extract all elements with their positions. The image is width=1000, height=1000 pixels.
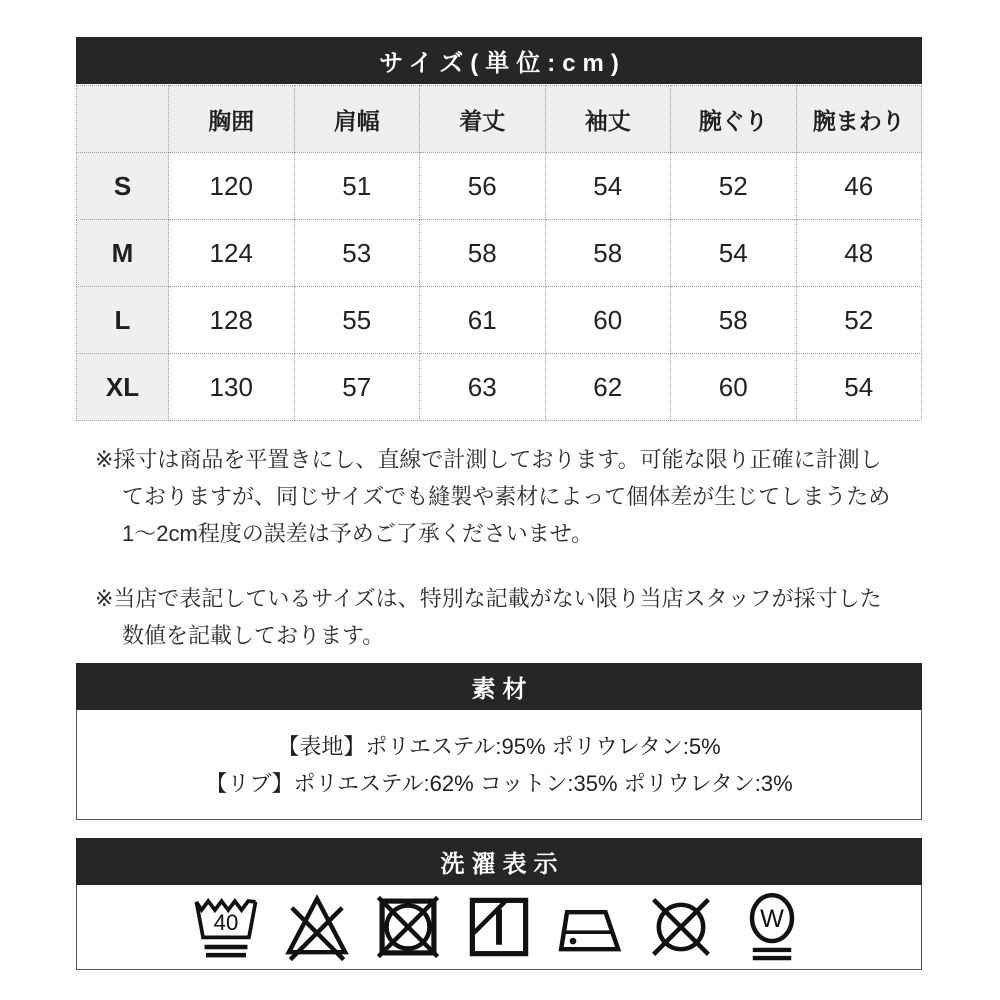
size-value-cell: 53	[294, 220, 420, 287]
size-table	[76, 85, 922, 421]
no-dry-clean-icon	[643, 890, 719, 964]
svg-text:W: W	[760, 905, 784, 933]
size-table-title: サイズ(単位:cm)	[379, 50, 626, 77]
care-title: 洗濯表示	[440, 851, 565, 878]
note-line: ※当店で表記しているサイズは、特別な記載がない限り当店スタッフが採寸した	[95, 586, 882, 611]
material-line-rib: 【リブ】ポリエステル:62% コットン:35% ポリウレタン:3%	[205, 770, 793, 796]
column-header-chest: 胸囲	[169, 86, 295, 153]
size-value-cell: 130	[169, 354, 295, 421]
size-value-cell: 46	[796, 153, 922, 220]
material-content	[76, 710, 922, 820]
size-value-cell: 60	[545, 287, 671, 354]
column-header-sleeve: 袖丈	[545, 86, 671, 153]
care-symbols-row	[76, 885, 922, 970]
material-section	[76, 663, 922, 820]
column-header-arm-width: 腕まわり	[796, 86, 922, 153]
measurement-note	[76, 441, 922, 552]
material-line-outer-fabric: 【表地】ポリエステル:95% ポリウレタン:5%	[277, 733, 721, 759]
size-row-s	[77, 153, 922, 220]
column-header-armhole: 腕ぐり	[671, 86, 797, 153]
size-row-label: S	[77, 153, 169, 220]
svg-text:40: 40	[213, 909, 239, 935]
size-row-xl	[77, 354, 922, 421]
note-line: 数値を記載しております。	[122, 623, 385, 648]
material-title-bar	[76, 663, 922, 710]
size-value-cell: 57	[294, 354, 420, 421]
size-table-title-bar	[76, 37, 922, 84]
size-value-cell: 55	[294, 287, 420, 354]
size-value-cell: 128	[169, 287, 295, 354]
content-column	[76, 37, 922, 970]
size-value-cell: 48	[796, 220, 922, 287]
column-header-row	[77, 86, 922, 153]
note-line: ※採寸は商品を平置きにし、直線で計測しております。可能な限り正確に計測し	[95, 447, 882, 472]
note-line: ておりますが、同じサイズでも縫製や素材によって個体差が生じてしまうため	[122, 484, 891, 509]
size-value-cell: 51	[294, 153, 420, 220]
size-value-cell: 62	[545, 354, 671, 421]
size-row-label: L	[77, 287, 169, 354]
size-row-label: M	[77, 220, 169, 287]
size-value-cell: 60	[671, 354, 797, 421]
size-row-m	[77, 220, 922, 287]
size-value-cell: 56	[420, 153, 546, 220]
size-value-cell: 54	[671, 220, 797, 287]
wet-clean-very-gentle-icon	[734, 890, 810, 964]
material-title: 素材	[471, 676, 534, 703]
staff-measurement-note	[76, 580, 922, 654]
no-tumble-dry-icon	[370, 890, 446, 964]
column-header-length: 着丈	[420, 86, 546, 153]
size-value-cell: 58	[671, 287, 797, 354]
size-value-cell: 52	[796, 287, 922, 354]
hang-dry-in-shade-icon	[461, 890, 537, 964]
size-value-cell: 124	[169, 220, 295, 287]
care-section	[76, 838, 922, 970]
size-value-cell: 58	[545, 220, 671, 287]
care-title-bar	[76, 838, 922, 885]
no-bleach-icon	[279, 890, 355, 964]
size-value-cell: 54	[545, 153, 671, 220]
size-value-cell: 61	[420, 287, 546, 354]
size-value-cell: 54	[796, 354, 922, 421]
corner-cell	[77, 86, 169, 153]
size-row-l	[77, 287, 922, 354]
iron-low-heat-icon	[552, 890, 628, 964]
note-line: 1〜2cm程度の誤差は予めご了承くださいませ。	[122, 521, 594, 546]
wash-40-very-gentle-icon	[188, 890, 264, 964]
size-value-cell: 63	[420, 354, 546, 421]
size-row-label: XL	[77, 354, 169, 421]
column-header-shoulder: 肩幅	[294, 86, 420, 153]
size-value-cell: 120	[169, 153, 295, 220]
size-value-cell: 52	[671, 153, 797, 220]
size-value-cell: 58	[420, 220, 546, 287]
